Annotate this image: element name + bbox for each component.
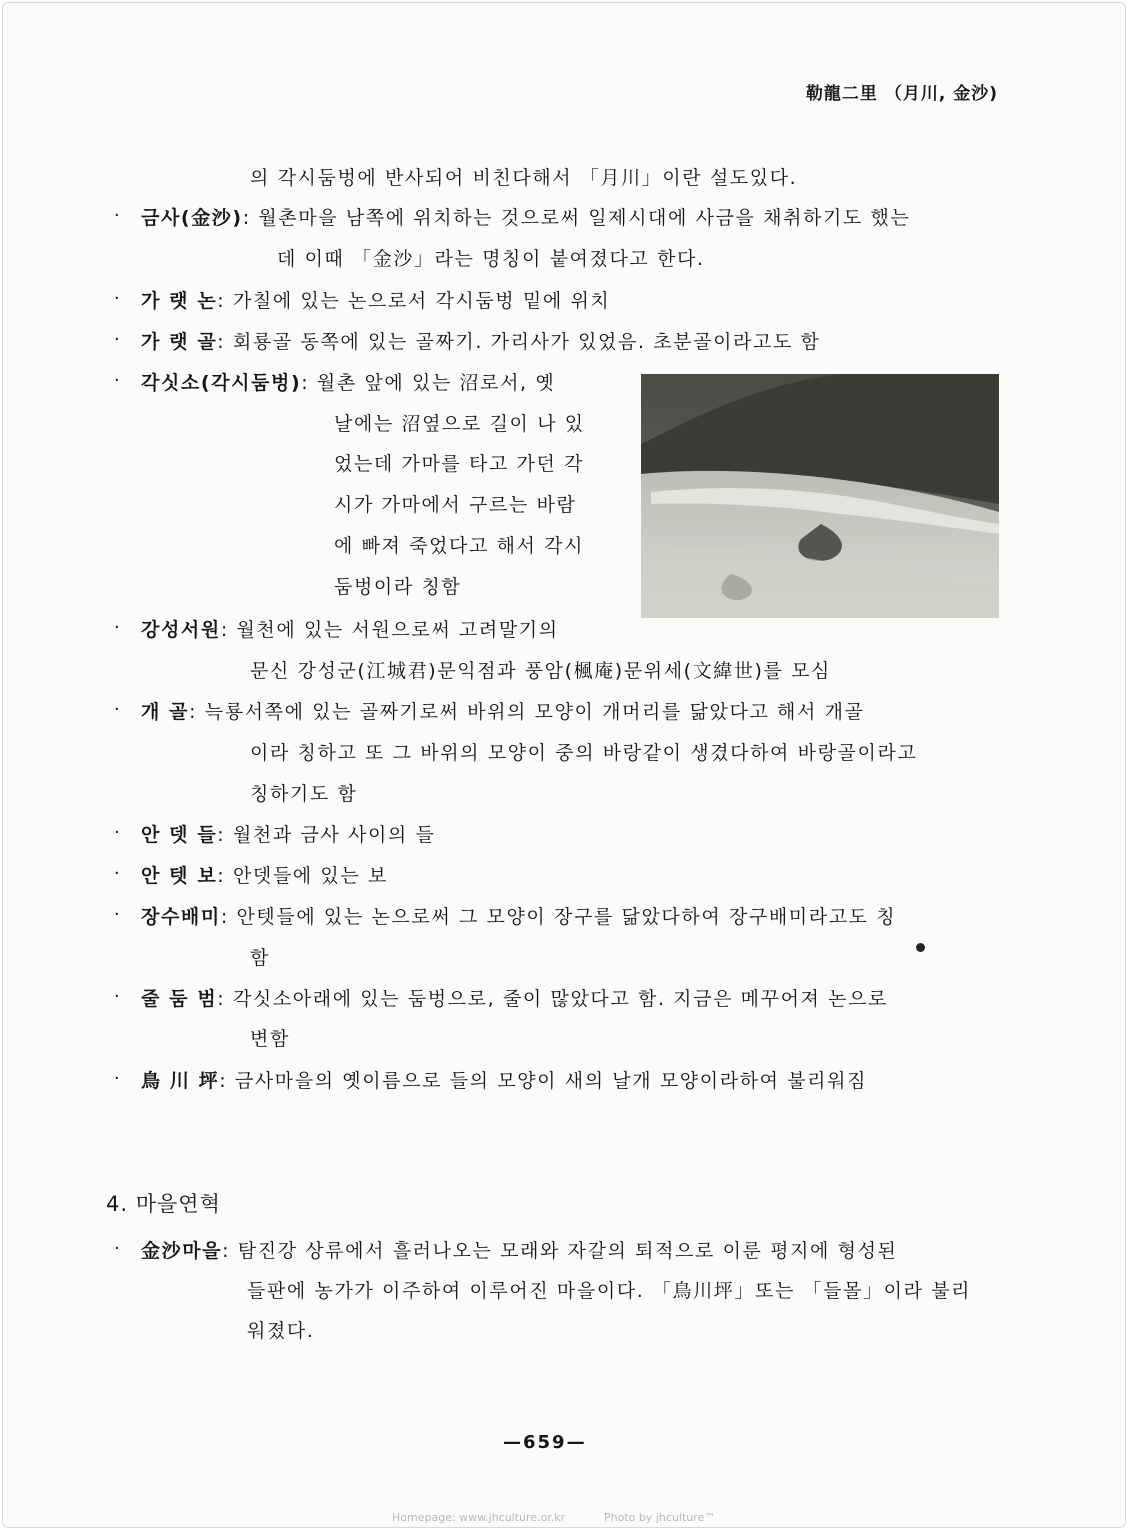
- line-text: 데 이때 「金沙」라는 명칭이 붙여졌다고 한다.: [277, 248, 705, 270]
- text-line: [334, 573, 461, 601]
- entry-term: 개 골: [141, 701, 190, 723]
- line-text: 날에는 沼옆으로 길이 나 있: [334, 413, 585, 435]
- text-line: [334, 491, 576, 519]
- entry-line: [141, 862, 388, 890]
- entry-text: : 가칠에 있는 논으로서 각시둠벙 밑에 위치: [217, 290, 611, 312]
- bullet: ·: [114, 617, 120, 638]
- entry-term: 장수배미: [141, 906, 221, 928]
- document-page: [2, 2, 1126, 1528]
- line-text: 시가 가마에서 구르는 바람: [334, 494, 577, 516]
- entry-line: [141, 821, 435, 849]
- section-heading: 4. 마을연혁: [106, 1192, 221, 1216]
- line-text: 의 각시둠벙에 반사되어 비친다해서 「月川」이란 설도있다.: [250, 167, 798, 189]
- entry-line: [141, 369, 555, 397]
- bullet: ·: [114, 699, 120, 720]
- entry-line: [141, 1067, 867, 1095]
- bullet: ·: [114, 370, 120, 391]
- entry-text: : 탐진강 상류에서 흘러나오는 모래와 자갈의 퇴적으로 이룬 평지에 형성된: [222, 1240, 898, 1262]
- ink-dot: [916, 943, 925, 952]
- entry-line: [141, 903, 896, 931]
- text-line: [250, 944, 270, 972]
- text-line: [247, 1317, 315, 1345]
- text-line: [247, 1277, 971, 1305]
- entry-text: : 월천과 금사 사이의 들: [217, 824, 436, 846]
- bullet: ·: [114, 329, 120, 350]
- entry-line: [141, 204, 910, 232]
- line-text: 워졌다.: [247, 1320, 315, 1342]
- entry-text: : 안텟들에 있는 논으로써 그 모양이 장구를 닮았다하여 장구배미라고도 칭: [220, 906, 897, 928]
- text-line: [250, 657, 831, 685]
- footer-photo-credit: Photo by jhculture™: [604, 1511, 716, 1524]
- bullet: ·: [114, 822, 120, 843]
- bullet: ·: [114, 1068, 120, 1089]
- entry-line: [141, 328, 821, 356]
- text-line: [334, 450, 584, 478]
- entry-term: 안 텟 보: [141, 865, 218, 887]
- entry-line: [141, 985, 888, 1013]
- entry-term: 金沙마을: [141, 1240, 223, 1262]
- entry-text: : 월천에 있는 서원으로써 고려말기의: [220, 619, 559, 641]
- line-text: 들판에 농가가 이주하여 이루어진 마을이다. 「鳥川坪」또는 「들몰」이라 불리: [247, 1280, 972, 1302]
- landscape-photo: [641, 374, 999, 618]
- line-text: 둠벙이라 칭함: [334, 576, 462, 598]
- text-line: [334, 410, 585, 438]
- text-line: [277, 245, 705, 273]
- bullet: ·: [114, 904, 120, 925]
- text-line: [250, 164, 797, 192]
- line-text: 에 빠져 죽었다고 해서 각시: [334, 535, 585, 557]
- entry-line: [141, 698, 865, 726]
- bullet: ·: [114, 863, 120, 884]
- entry-line: [141, 287, 610, 315]
- line-text: 었는데 가마를 타고 가던 각: [334, 453, 585, 475]
- entry-term: 가 랫 골: [141, 331, 218, 353]
- running-header: 勒龍二里 （月川, 金沙): [805, 84, 998, 104]
- entry-text: : 각싯소아래에 있는 둠벙으로, 줄이 많았다고 함. 지금은 메꾸어져 논으로: [217, 988, 889, 1010]
- entry-line: [141, 1237, 898, 1265]
- bullet: ·: [114, 986, 120, 1007]
- entry-term: 鳥 川 坪: [141, 1070, 220, 1092]
- line-text: 이라 칭하고 또 그 바위의 모양이 중의 바랑같이 생겼다하여 바랑골이라고: [250, 742, 918, 764]
- entry-term: 안 뎃 들: [141, 824, 218, 846]
- entry-text: : 늑룡서쪽에 있는 골짜기로써 바위의 모양이 개머리를 닮았다고 해서 개골: [189, 701, 865, 723]
- entry-term: 금사(金沙): [141, 207, 243, 229]
- text-line: [250, 739, 917, 767]
- entry-text: : 안뎃들에 있는 보: [217, 865, 388, 887]
- entry-term: 강성서원: [141, 619, 221, 641]
- bullet: ·: [114, 288, 120, 309]
- text-line: [250, 780, 357, 808]
- line-text: 칭하기도 함: [250, 783, 358, 805]
- text-line: [250, 1025, 290, 1053]
- page-number: —659—: [503, 1432, 587, 1453]
- entry-text: : 회룡골 동쪽에 있는 골짜기. 가리사가 있었음. 초분골이라고도 함: [217, 331, 821, 353]
- entry-text: : 월촌 앞에 있는 沼로서, 옛: [301, 372, 556, 394]
- line-text: 문신 강성군(江城君)문익점과 풍암(楓庵)문위세(文緯世)를 모심: [250, 660, 832, 682]
- entry-text: : 월촌마을 남쪽에 위치하는 것으로써 일제시대에 사금을 채취하기도 했는: [242, 207, 911, 229]
- entry-term: 줄 둠 범: [141, 988, 218, 1010]
- entry-line: [141, 616, 559, 644]
- photo-illustration: [641, 374, 999, 618]
- entry-text: : 금사마을의 옛이름으로 들의 모양이 새의 날개 모양이라하여 불리워짐: [219, 1070, 868, 1092]
- bullet: ·: [114, 1238, 120, 1259]
- entry-term: 각싯소(각시둠벙): [141, 372, 302, 394]
- line-text: 함: [250, 947, 270, 969]
- entry-term: 가 랫 논: [141, 290, 218, 312]
- bullet: ·: [114, 205, 120, 226]
- footer-homepage: Homepage: www.jhculture.or.kr: [392, 1511, 566, 1524]
- text-line: [334, 532, 584, 560]
- line-text: 변함: [250, 1028, 290, 1050]
